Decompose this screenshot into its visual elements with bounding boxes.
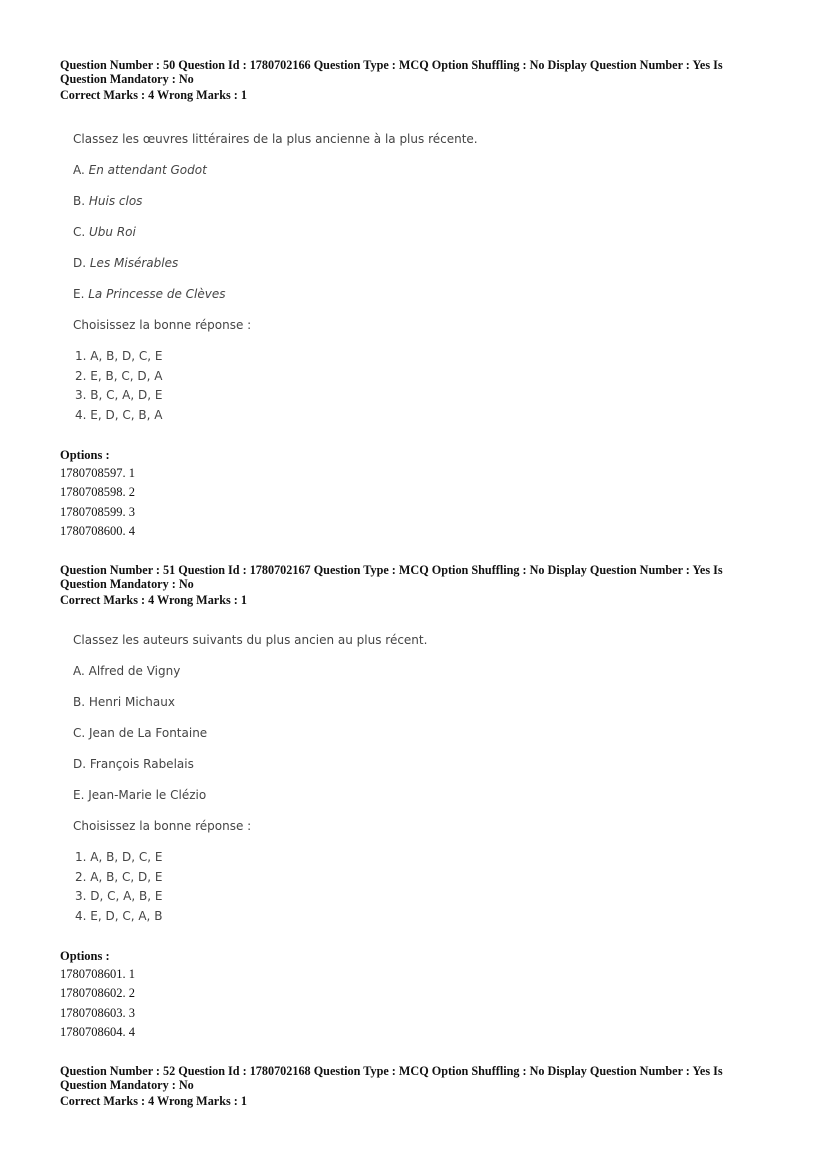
options-label: Options : — [60, 448, 110, 462]
option-id: 1780708600. 4 — [60, 523, 135, 538]
option-id: 1780708599. 3 — [60, 504, 135, 519]
work-title: En attendant Godot — [88, 163, 207, 177]
document-page — [60, 58, 760, 1130]
option-id: 1780708601. 1 — [60, 967, 135, 982]
answer-choice: 2. A, B, C, D, E — [75, 869, 163, 884]
question-block-52 — [60, 1064, 760, 1108]
option-id: 1780708602. 2 — [60, 986, 135, 1001]
question-stem: Classez les auteurs suivants du plus ancien au plus récent. — [73, 633, 428, 648]
answer-choice: 4. E, D, C, A, B — [75, 908, 163, 923]
option-id: 1780708603. 3 — [60, 1005, 135, 1020]
work-title: Ubu Roi — [89, 225, 136, 239]
option-id: 1780708604. 4 — [60, 1025, 135, 1040]
choose-prompt: Choisissez la bonne réponse : — [73, 819, 252, 834]
option-id: 1780708598. 2 — [60, 485, 135, 500]
question-stem: Classez les œuvres littéraires de la plus ancienne à la plus récente. — [73, 132, 478, 146]
author-name: Alfred de Vigny — [88, 664, 181, 679]
list-item: C. Ubu Roi — [73, 225, 136, 239]
work-title: Huis clos — [88, 194, 143, 208]
answer-choice: 3. D, C, A, B, E — [75, 889, 163, 904]
list-item: D. Les Misérables — [73, 256, 179, 270]
answer-choice: 1. A, B, D, C, E — [75, 850, 163, 865]
question-body — [73, 132, 760, 425]
list-item: A. Alfred de Vigny — [73, 664, 181, 679]
question-block-51 — [60, 563, 760, 1042]
question-body — [73, 633, 760, 926]
question-meta-line2: Question Mandatory : No — [60, 577, 194, 592]
author-name: Henri Michaux — [88, 695, 175, 710]
question-header — [60, 58, 760, 102]
answer-choice: 2. E, B, C, D, A — [75, 368, 163, 383]
question-meta-line1: Question Number : 51 Question Id : 1780702167 Question Type : MCQ Option Shuffling : No Display Question Number : Yes Is — [60, 563, 723, 578]
answer-choice: 1. A, B, D, C, E — [75, 349, 163, 363]
author-name: François Rabelais — [89, 757, 194, 772]
work-title: La Princesse de Clèves — [88, 287, 226, 301]
list-item: B. Huis clos — [73, 194, 143, 208]
answer-choice: 3. B, C, A, D, E — [75, 388, 163, 402]
question-header — [60, 1064, 760, 1108]
answer-list — [75, 848, 760, 926]
option-id: 1780708597. 1 — [60, 466, 135, 480]
list-item: C. Jean de La Fontaine — [73, 726, 208, 741]
question-block-50 — [60, 58, 760, 541]
list-item: E. La Princesse de Clèves — [73, 287, 226, 301]
question-meta-line2: Question Mandatory : No — [60, 1078, 194, 1093]
options-list — [60, 965, 760, 1042]
question-meta-line2: Question Mandatory : No — [60, 72, 194, 86]
list-item: A. En attendant Godot — [73, 163, 207, 177]
list-item: D. François Rabelais — [73, 757, 194, 772]
question-marks: Correct Marks : 4 Wrong Marks : 1 — [60, 593, 247, 608]
author-name: Jean de La Fontaine — [89, 726, 208, 741]
question-meta-line1: Question Number : 50 Question Id : 1780702166 Question Type : MCQ Option Shuffling : No Display Question Number : Yes Is — [60, 58, 723, 72]
choose-prompt: Choisissez la bonne réponse : — [73, 318, 252, 332]
question-marks: Correct Marks : 4 Wrong Marks : 1 — [60, 1094, 247, 1109]
author-name: Jean-Marie le Clézio — [88, 788, 207, 803]
answer-list — [75, 347, 760, 425]
options-list — [60, 464, 760, 541]
question-header — [60, 563, 760, 607]
question-marks: Correct Marks : 4 Wrong Marks : 1 — [60, 88, 247, 102]
question-meta-line1: Question Number : 52 Question Id : 1780702168 Question Type : MCQ Option Shuffling : No Display Question Number : Yes Is — [60, 1064, 723, 1079]
options-label: Options : — [60, 949, 110, 964]
answer-choice: 4. E, D, C, B, A — [75, 407, 163, 422]
list-item: E. Jean-Marie le Clézio — [73, 788, 207, 803]
list-item: B. Henri Michaux — [73, 695, 175, 710]
work-title: Les Misérables — [89, 256, 179, 270]
